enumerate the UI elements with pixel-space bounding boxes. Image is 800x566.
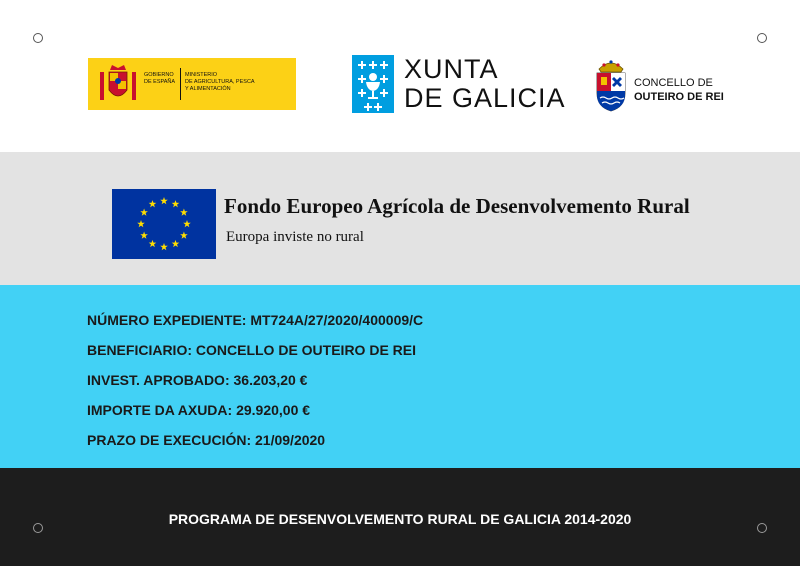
info-line-beneficiario: BENEFICIARIO: CONCELLO DE OUTEIRO DE REI	[87, 342, 417, 358]
eu-flag-icon	[112, 189, 216, 259]
info-line-expediente: NÚMERO EXPEDIENTE: MT724A/27/2020/400009/C	[87, 312, 424, 328]
galicia-coat-of-arms-icon	[352, 55, 394, 113]
info-line-axuda: IMPORTE DA AXUDA: 29.920,00 €	[87, 402, 311, 418]
logos-band	[0, 0, 800, 152]
ministry-text: MINISTERIO DE AGRICULTURA, PESCA Y ALIMENTACIÓN	[185, 72, 255, 92]
programme-footer-text: PROGRAMA DE DESENVOLVEMENTO RURAL DE GALICIA 2014-2020	[168, 511, 632, 527]
gobierno-text: GOBIERNO DE ESPAÑA	[144, 72, 176, 85]
gobierno-espana-logo	[88, 58, 296, 110]
info-line-prazo: PRAZO DE EXECUCIÓN: 21/09/2020	[87, 432, 326, 448]
info-line-investimento: INVEST. APROBADO: 36.203,20 €	[87, 372, 308, 388]
fund-title: Fondo Europeo Agrícola de Desenvolvemento Rural	[224, 194, 690, 218]
project-info-list	[87, 310, 423, 460]
concello-coat-of-arms-icon	[594, 55, 628, 113]
concello-logo-text: CONCELLO DE OUTEIRO DE REI	[634, 77, 724, 103]
xunta-logo-text: XUNTA DE GALICIA	[404, 54, 566, 113]
spain-coat-of-arms-icon	[96, 62, 140, 106]
screw-hole-icon	[33, 33, 43, 43]
logo-divider	[180, 68, 181, 100]
screw-hole-icon	[757, 33, 767, 43]
fund-subtitle: Europa inviste no rural	[226, 229, 364, 245]
